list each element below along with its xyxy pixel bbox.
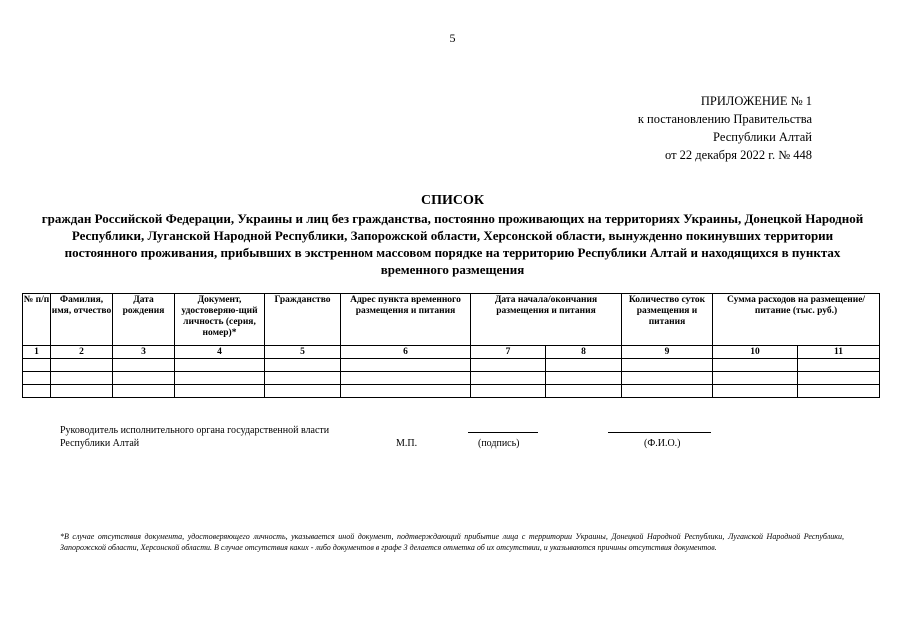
table-row	[23, 385, 880, 398]
column-number: 11	[798, 346, 880, 359]
table-cell	[341, 359, 471, 372]
header-no: № п/п	[23, 294, 51, 346]
document-title	[30, 192, 875, 278]
table-cell	[622, 372, 713, 385]
table-cell	[113, 359, 175, 372]
header-sum: Сумма расходов на размещение/питание (тыс. руб.)	[713, 294, 880, 346]
table-cell	[622, 385, 713, 398]
table-cell	[546, 359, 622, 372]
table-cell	[23, 359, 51, 372]
table-cell	[713, 372, 798, 385]
table-cell	[341, 385, 471, 398]
table-cell	[471, 359, 546, 372]
column-number: 1	[23, 346, 51, 359]
appendix-title: ПРИЛОЖЕНИЕ № 1	[700, 94, 812, 108]
table-cell	[51, 385, 113, 398]
name-line	[608, 432, 711, 433]
table-cell	[471, 372, 546, 385]
signature-block	[60, 424, 880, 454]
header-birth-date: Дата рождения	[113, 294, 175, 346]
column-number: 3	[113, 346, 175, 359]
table-cell	[622, 359, 713, 372]
footnote: *В случае отсутствия документа, удостоверяющего личность, указывается иной документ, подтверждающий прибытие лица с территории Украины, Донецкой Народной Республики, Луганской Народной Республики, Запорожской области, Херсонской области. В случае отсутствия каких - либо документов в графе 3 делается отметка об их отсутствии, и указываются причины отсутствия документов.	[60, 532, 844, 552]
header-days: Количество суток размещения и питания	[622, 294, 713, 346]
title-subtitle: граждан Российской Федерации, Украины и лиц без гражданства, постоянно проживающих на территориях Украины, Донецкой Народной Республики, Луганской Народной Республики, Запорожской области, Херсонской области, вынужденно покинувших территории постоянного проживания, прибывших в экстренном массовом порядке на территорию Республики Алтай и находящихся в пунктах временного размещения	[41, 211, 864, 277]
table-cell	[341, 372, 471, 385]
table-header-row	[23, 294, 880, 346]
table-cell	[113, 385, 175, 398]
people-table	[22, 293, 880, 398]
table-cell	[23, 385, 51, 398]
signature-caption: (подпись)	[478, 438, 520, 449]
header-citizenship: Гражданство	[265, 294, 341, 346]
column-number: 5	[265, 346, 341, 359]
appendix-block	[600, 92, 812, 164]
table-cell	[265, 359, 341, 372]
table-cell	[798, 385, 880, 398]
table-cell	[265, 372, 341, 385]
table-cell	[713, 359, 798, 372]
column-number: 9	[622, 346, 713, 359]
stamp-place-label: М.П.	[396, 438, 418, 449]
header-document: Документ, удостоверяю-щий личность (серия, номер)*	[175, 294, 265, 346]
table-cell	[798, 372, 880, 385]
table-cell	[51, 359, 113, 372]
column-number: 8	[546, 346, 622, 359]
table-cell	[175, 385, 265, 398]
signatory-title-line: Республики Алтай	[60, 438, 140, 449]
column-number: 7	[471, 346, 546, 359]
table-row	[23, 372, 880, 385]
appendix-line: Республики Алтай	[713, 130, 812, 144]
column-number: 6	[341, 346, 471, 359]
signature-line	[468, 432, 538, 433]
title-main: СПИСОК	[420, 193, 485, 208]
table-cell	[51, 372, 113, 385]
table-cell	[798, 359, 880, 372]
table-cell	[113, 372, 175, 385]
appendix-line: к постановлению Правительства	[637, 112, 812, 126]
column-number-row	[23, 346, 880, 359]
page-number: 5	[449, 31, 456, 45]
name-caption: (Ф.И.О.)	[644, 438, 681, 449]
column-number: 4	[175, 346, 265, 359]
table-cell	[546, 385, 622, 398]
column-number: 10	[713, 346, 798, 359]
header-dates: Дата начала/окончания размещения и питания	[471, 294, 622, 346]
table-cell	[713, 385, 798, 398]
table-cell	[546, 372, 622, 385]
column-number: 2	[51, 346, 113, 359]
table-cell	[471, 385, 546, 398]
header-name: Фамилия, имя, отчество	[51, 294, 113, 346]
table-cell	[23, 372, 51, 385]
header-address: Адрес пункта временного размещения и питания	[341, 294, 471, 346]
table-cell	[175, 359, 265, 372]
table-cell	[265, 385, 341, 398]
signatory-title-line: Руководитель исполнительного органа государственной власти	[60, 425, 330, 436]
table-cell	[175, 372, 265, 385]
signatory-title	[60, 424, 329, 450]
appendix-date: от 22 декабря 2022 г. № 448	[664, 148, 812, 162]
table-row	[23, 359, 880, 372]
